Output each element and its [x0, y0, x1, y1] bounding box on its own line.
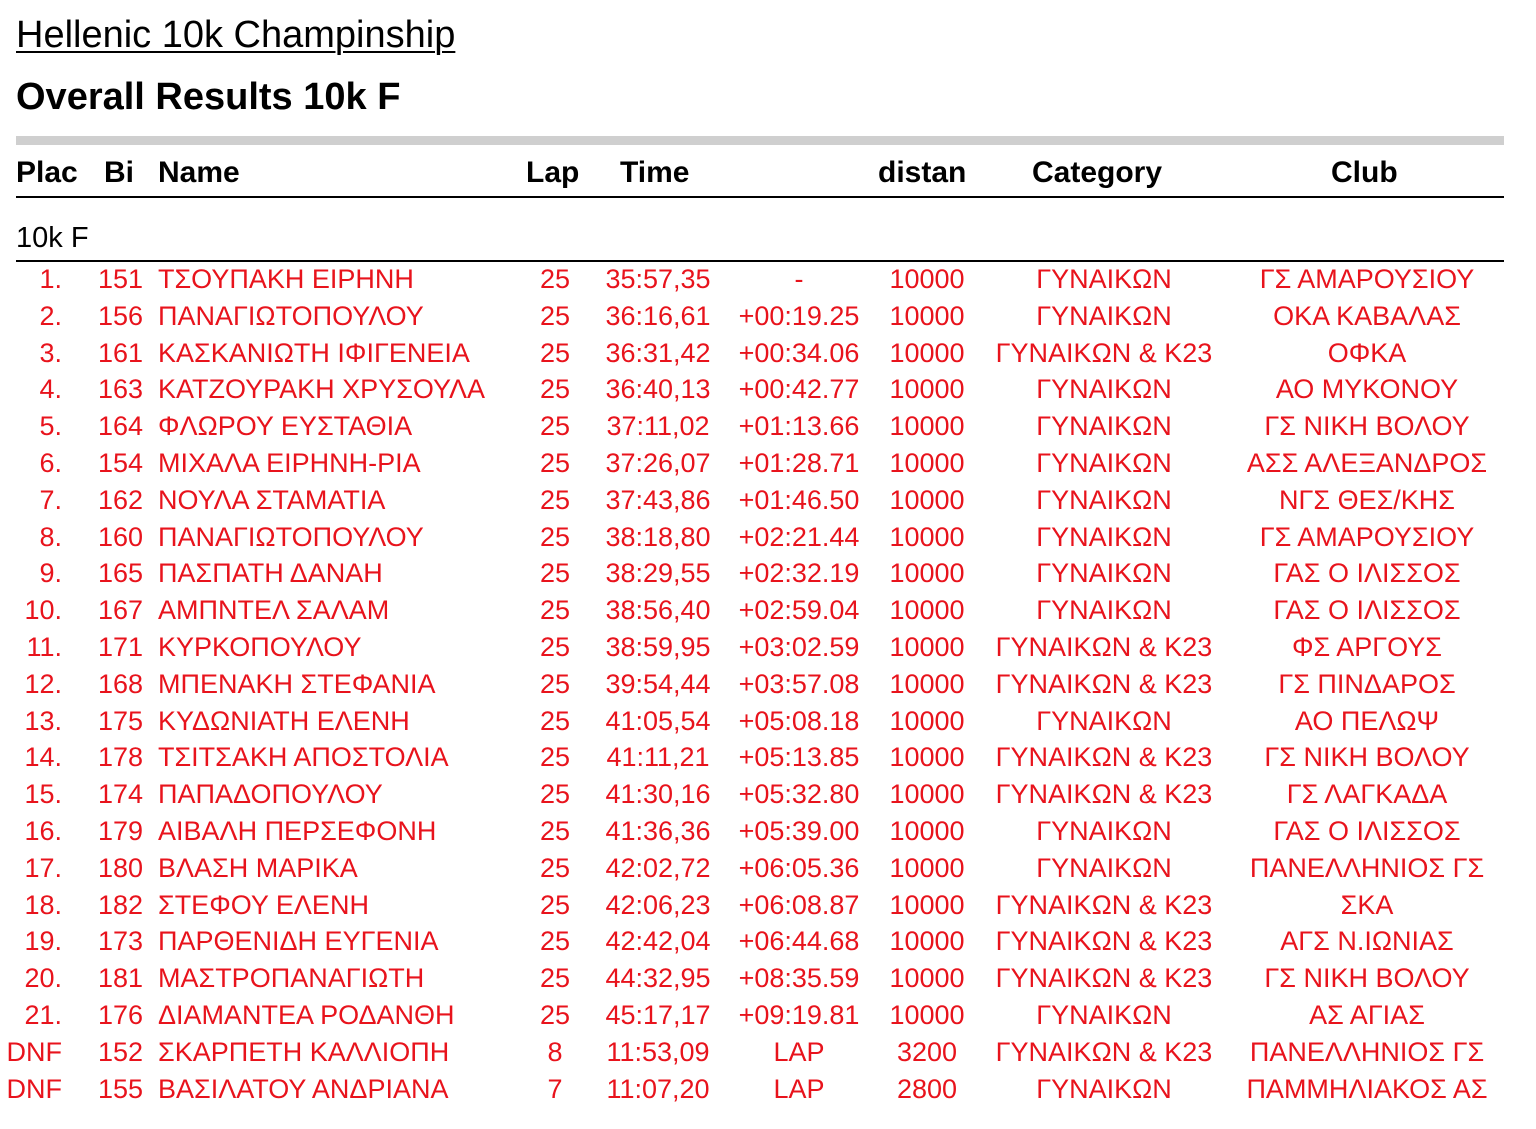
- result-bib: 160: [97, 521, 143, 552]
- table-row: [0, 336, 1536, 373]
- result-name: ΠΑΣΠΑΤΗ ΔΑΝΑΗ: [158, 558, 383, 589]
- result-bib: 167: [97, 595, 143, 626]
- result-laps: 25: [539, 999, 571, 1030]
- result-time: 38:29,55: [605, 558, 711, 589]
- result-club: ΓΣ ΑΜΑΡΟΥΣΙΟΥ: [1259, 264, 1475, 294]
- result-laps: 25: [539, 374, 571, 405]
- result-distance: 10000: [889, 264, 965, 294]
- result-category: ΓΥΝΑΙΚΩΝ & Κ23: [995, 1036, 1213, 1067]
- result-club: ΟΚΑ ΚΑΒΑΛΑΣ: [1273, 300, 1461, 331]
- result-time: 41:36,36: [605, 815, 711, 846]
- result-distance: 10000: [889, 631, 965, 662]
- result-gap: +01:46.50: [738, 484, 860, 515]
- result-distance: 10000: [889, 521, 965, 552]
- result-category: ΓΥΝΑΙΚΩΝ: [1036, 447, 1172, 478]
- result-time: 36:31,42: [605, 337, 711, 368]
- result-gap: +06:05.36: [738, 852, 860, 883]
- result-laps: 25: [539, 411, 571, 442]
- result-laps: 25: [539, 815, 571, 846]
- result-place: 7.: [39, 484, 62, 515]
- result-category: ΓΥΝΑΙΚΩΝ: [1036, 1073, 1172, 1104]
- result-gap: +01:13.66: [738, 411, 860, 442]
- result-club: ΑΟ ΜΥΚΟΝΟΥ: [1275, 374, 1459, 405]
- result-gap: +03:57.08: [738, 668, 860, 699]
- result-bib: 151: [97, 264, 143, 294]
- result-category: ΓΥΝΑΙΚΩΝ: [1036, 558, 1172, 589]
- result-laps: 25: [539, 705, 571, 736]
- result-place: 12.: [24, 668, 62, 699]
- column-header-name: Name: [158, 156, 240, 189]
- result-club: ΣΚΑ: [1340, 889, 1394, 920]
- result-distance: 10000: [889, 926, 965, 957]
- table-row: [0, 777, 1536, 814]
- table-row: [0, 888, 1536, 925]
- result-club: ΑΟ ΠΕΛΩΨ: [1294, 705, 1440, 736]
- table-row: [0, 704, 1536, 741]
- result-name: ΣΚΑΡΠΕΤΗ ΚΑΛΛΙΟΠΗ: [158, 1036, 450, 1067]
- header-divider-bar: [16, 136, 1504, 145]
- result-place: 15.: [24, 779, 62, 810]
- result-name: ΜΙΧΑΛΑ ΕΙΡΗΝΗ-ΡΙΑ: [158, 447, 421, 478]
- result-gap: +08:35.59: [738, 963, 860, 994]
- result-distance: 10000: [889, 668, 965, 699]
- result-gap: LAP: [773, 1073, 825, 1104]
- result-time: 39:54,44: [605, 668, 711, 699]
- result-place: DNF: [6, 1073, 62, 1104]
- result-bib: 181: [97, 963, 143, 994]
- table-row: [0, 262, 1536, 299]
- group-label: 10k F: [16, 222, 89, 254]
- result-distance: 10000: [889, 595, 965, 626]
- result-place: 6.: [39, 447, 62, 478]
- result-time: 36:40,13: [605, 374, 711, 405]
- result-gap: -: [794, 264, 804, 294]
- result-place: 10.: [24, 595, 62, 626]
- result-laps: 8: [547, 1036, 563, 1067]
- result-name: ΜΑΣΤΡΟΠΑΝΑΓΙΩΤΗ: [158, 963, 425, 994]
- results-table: [0, 262, 1536, 1108]
- column-header-lap: Lap: [526, 156, 580, 189]
- result-category: ΓΥΝΑΙΚΩΝ: [1036, 815, 1172, 846]
- column-header-club: Club: [1331, 156, 1398, 189]
- table-row: [0, 556, 1536, 593]
- result-name: ΚΑΤΖΟΥΡΑΚΗ ΧΡΥΣΟΥΛΑ: [158, 374, 486, 405]
- result-place: 1.: [39, 264, 62, 294]
- result-time: 38:59,95: [605, 631, 711, 662]
- result-name: ΚΥΔΩΝΙΑΤΗ ΕΛΕΝΗ: [158, 705, 410, 736]
- result-bib: 175: [97, 705, 143, 736]
- result-place: DNF: [6, 1036, 62, 1067]
- result-club: ΓΑΣ Ο ΙΛΙΣΣΟΣ: [1273, 815, 1461, 846]
- result-distance: 10000: [889, 484, 965, 515]
- result-name: ΝΟΥΛΑ ΣΤΑΜΑΤΙΑ: [158, 484, 386, 515]
- result-time: 42:42,04: [605, 926, 711, 957]
- result-time: 41:05,54: [605, 705, 711, 736]
- result-club: ΑΓΣ Ν.ΙΩΝΙΑΣ: [1280, 926, 1454, 957]
- result-place: 21.: [24, 999, 62, 1030]
- result-place: 20.: [24, 963, 62, 994]
- result-place: 3.: [39, 337, 62, 368]
- result-club: ΠΑΜΜΗΛΙΑΚΟΣ ΑΣ: [1246, 1073, 1488, 1104]
- result-gap: +05:13.85: [738, 742, 860, 773]
- result-distance: 10000: [889, 337, 965, 368]
- result-category: ΓΥΝΑΙΚΩΝ & Κ23: [995, 742, 1213, 773]
- result-laps: 25: [539, 337, 571, 368]
- result-bib: 168: [97, 668, 143, 699]
- result-place: 18.: [24, 889, 62, 920]
- table-row: [0, 409, 1536, 446]
- result-bib: 165: [97, 558, 143, 589]
- table-row: [0, 593, 1536, 630]
- result-distance: 10000: [889, 411, 965, 442]
- result-category: ΓΥΝΑΙΚΩΝ & Κ23: [995, 631, 1213, 662]
- result-bib: 162: [97, 484, 143, 515]
- result-name: ΚΥΡΚΟΠΟΥΛΟΥ: [158, 631, 362, 662]
- result-gap: +05:08.18: [738, 705, 860, 736]
- result-category: ΓΥΝΑΙΚΩΝ: [1036, 374, 1172, 405]
- result-gap: +05:32.80: [738, 779, 860, 810]
- result-gap: +06:08.87: [738, 889, 860, 920]
- result-club: ΟΦΚΑ: [1327, 337, 1407, 368]
- result-place: 2.: [39, 300, 62, 331]
- result-distance: 10000: [889, 889, 965, 920]
- result-name: ΒΑΣΙΛΑΤΟΥ ΑΝΔΡΙΑΝΑ: [158, 1073, 449, 1104]
- result-gap: +02:32.19: [738, 558, 860, 589]
- result-laps: 25: [539, 963, 571, 994]
- result-laps: 25: [539, 521, 571, 552]
- result-time: 41:30,16: [605, 779, 711, 810]
- result-laps: 25: [539, 264, 571, 294]
- result-bib: 156: [97, 300, 143, 331]
- column-header-distance: distan: [878, 156, 967, 189]
- result-distance: 10000: [889, 852, 965, 883]
- column-header-time: Time: [620, 156, 690, 189]
- column-header-bib: Bi: [104, 156, 134, 189]
- table-row: [0, 667, 1536, 704]
- result-distance: 10000: [889, 300, 965, 331]
- column-header-category: Category: [1032, 156, 1163, 189]
- result-time: 36:16,61: [605, 300, 711, 331]
- result-bib: 152: [97, 1036, 143, 1067]
- result-distance: 10000: [889, 705, 965, 736]
- result-laps: 25: [539, 300, 571, 331]
- result-category: ΓΥΝΑΙΚΩΝ: [1036, 705, 1172, 736]
- result-club: ΓΣ ΠΙΝΔΑΡΟΣ: [1278, 668, 1456, 699]
- result-bib: 179: [97, 815, 143, 846]
- result-time: 37:11,02: [606, 411, 710, 442]
- result-laps: 25: [539, 595, 571, 626]
- result-club: ΑΣΣ ΑΛΕΞΑΝΔΡΟΣ: [1246, 447, 1488, 478]
- table-row: [0, 299, 1536, 336]
- column-header-place: Plac: [16, 156, 78, 189]
- table-row: [0, 483, 1536, 520]
- result-gap: +05:39.00: [738, 815, 860, 846]
- result-category: ΓΥΝΑΙΚΩΝ & Κ23: [995, 889, 1213, 920]
- column-header-row: [16, 152, 1504, 198]
- results-subtitle: Overall Results 10k F: [16, 76, 401, 118]
- document-title: Hellenic 10k Champinship: [16, 14, 456, 56]
- table-row: [0, 1072, 1536, 1109]
- table-row: [0, 630, 1536, 667]
- table-row: [0, 924, 1536, 961]
- result-distance: 10000: [889, 815, 965, 846]
- result-bib: 174: [97, 779, 143, 810]
- result-category: ΓΥΝΑΙΚΩΝ: [1036, 300, 1172, 331]
- result-club: ΓΑΣ Ο ΙΛΙΣΣΟΣ: [1273, 558, 1461, 589]
- result-name: ΣΤΕΦΟΥ ΕΛΕΝΗ: [158, 889, 369, 920]
- table-row: [0, 1035, 1536, 1072]
- result-name: ΠΑΡΘΕΝΙΔΗ ΕΥΓΕΝΙΑ: [158, 926, 439, 957]
- table-row: [0, 520, 1536, 557]
- result-distance: 10000: [889, 374, 965, 405]
- result-laps: 25: [539, 447, 571, 478]
- result-distance: 10000: [889, 779, 965, 810]
- table-row: [0, 372, 1536, 409]
- result-name: ΤΣΙΤΣΑΚΗ ΑΠΟΣΤΟΛΙΑ: [158, 742, 449, 773]
- result-name: ΔΙΑΜΑΝΤΕΑ ΡΟΔΑΝΘΗ: [158, 999, 455, 1030]
- result-club: ΓΑΣ Ο ΙΛΙΣΣΟΣ: [1273, 595, 1461, 626]
- result-distance: 10000: [889, 558, 965, 589]
- result-laps: 25: [539, 631, 571, 662]
- result-category: ΓΥΝΑΙΚΩΝ: [1036, 521, 1172, 552]
- result-time: 44:32,95: [605, 963, 711, 994]
- result-distance: 3200: [896, 1036, 958, 1067]
- result-category: ΓΥΝΑΙΚΩΝ & Κ23: [995, 926, 1213, 957]
- result-laps: 7: [547, 1073, 563, 1104]
- result-time: 42:06,23: [605, 889, 711, 920]
- result-laps: 25: [539, 742, 571, 773]
- result-club: ΓΣ ΝΙΚΗ ΒΟΛΟΥ: [1264, 742, 1470, 773]
- result-bib: 164: [97, 411, 143, 442]
- result-club: ΑΣ ΑΓΙΑΣ: [1309, 999, 1425, 1030]
- result-gap: +00:42.77: [738, 374, 860, 405]
- result-club: ΓΣ ΝΙΚΗ ΒΟΛΟΥ: [1264, 963, 1470, 994]
- result-time: 42:02,72: [605, 852, 711, 883]
- result-distance: 10000: [889, 447, 965, 478]
- result-category: ΓΥΝΑΙΚΩΝ & Κ23: [995, 337, 1213, 368]
- result-name: ΚΑΣΚΑΝΙΩΤΗ ΙΦΙΓΕΝΕΙΑ: [158, 337, 470, 368]
- result-gap: +03:02.59: [738, 631, 860, 662]
- result-category: ΓΥΝΑΙΚΩΝ & Κ23: [995, 779, 1213, 810]
- result-bib: 176: [97, 999, 143, 1030]
- result-time: 45:17,17: [605, 999, 711, 1030]
- table-row: [0, 814, 1536, 851]
- result-name: ΑΙΒΑΛΗ ΠΕΡΣΕΦΟΝΗ: [158, 815, 437, 846]
- result-time: 41:11,21: [606, 742, 710, 773]
- result-category: ΓΥΝΑΙΚΩΝ: [1036, 411, 1172, 442]
- result-bib: 163: [97, 374, 143, 405]
- result-distance: 10000: [889, 742, 965, 773]
- result-laps: 25: [539, 926, 571, 957]
- result-category: ΓΥΝΑΙΚΩΝ: [1036, 595, 1172, 626]
- result-place: 8.: [39, 521, 62, 552]
- result-laps: 25: [539, 484, 571, 515]
- result-place: 13.: [24, 705, 62, 736]
- result-gap: LAP: [773, 1036, 825, 1067]
- result-club: ΦΣ ΑΡΓΟΥΣ: [1292, 631, 1442, 662]
- result-bib: 154: [97, 447, 143, 478]
- result-distance: 10000: [889, 963, 965, 994]
- table-row: [0, 998, 1536, 1035]
- result-place: 4.: [39, 374, 62, 405]
- result-name: ΠΑΝΑΓΙΩΤΟΠΟΥΛΟΥ: [158, 521, 424, 552]
- result-gap: +01:28.71: [738, 447, 860, 478]
- result-name: ΠΑΠΑΔΟΠΟΥΛΟΥ: [158, 779, 383, 810]
- result-category: ΓΥΝΑΙΚΩΝ: [1036, 264, 1172, 294]
- table-row: [0, 851, 1536, 888]
- table-row: [0, 740, 1536, 777]
- result-gap: +09:19.81: [738, 999, 860, 1030]
- result-place: 9.: [39, 558, 62, 589]
- result-laps: 25: [539, 779, 571, 810]
- result-club: ΓΣ ΛΑΓΚΑΔΑ: [1286, 779, 1448, 810]
- result-time: 38:18,80: [605, 521, 711, 552]
- result-laps: 25: [539, 558, 571, 589]
- result-bib: 161: [97, 337, 143, 368]
- result-time: 37:43,86: [605, 484, 711, 515]
- result-category: ΓΥΝΑΙΚΩΝ: [1036, 852, 1172, 883]
- result-gap: +02:21.44: [738, 521, 860, 552]
- result-name: ΤΣΟΥΠΑΚΗ ΕΙΡΗΝΗ: [158, 264, 414, 294]
- result-bib: 173: [97, 926, 143, 957]
- result-place: 5.: [39, 411, 62, 442]
- result-name: ΠΑΝΑΓΙΩΤΟΠΟΥΛΟΥ: [158, 300, 424, 331]
- result-time: 37:26,07: [605, 447, 711, 478]
- result-club: ΓΣ ΝΙΚΗ ΒΟΛΟΥ: [1264, 411, 1470, 442]
- result-name: ΒΛΑΣΗ ΜΑΡΙΚΑ: [158, 852, 358, 883]
- result-category: ΓΥΝΑΙΚΩΝ: [1036, 999, 1172, 1030]
- result-club: ΓΣ ΑΜΑΡΟΥΣΙΟΥ: [1259, 521, 1475, 552]
- result-bib: 180: [97, 852, 143, 883]
- result-bib: 178: [97, 742, 143, 773]
- result-bib: 171: [97, 631, 143, 662]
- result-time: 11:53,09: [606, 1036, 710, 1067]
- result-gap: +00:19.25: [738, 300, 860, 331]
- result-place: 16.: [24, 815, 62, 846]
- result-club: ΠΑΝΕΛΛΗΝΙΟΣ ΓΣ: [1249, 1036, 1485, 1067]
- result-bib: 182: [97, 889, 143, 920]
- result-category: ΓΥΝΑΙΚΩΝ & Κ23: [995, 668, 1213, 699]
- result-name: ΦΛΩΡΟΥ ΕΥΣΤΑΘΙΑ: [158, 411, 413, 442]
- result-name: ΜΠΕΝΑΚΗ ΣΤΕΦΑΝΙΑ: [158, 668, 436, 699]
- result-gap: +00:34.06: [738, 337, 860, 368]
- result-name: ΑΜΠΝΤΕΛ ΣΑΛΑΜ: [158, 595, 390, 626]
- result-bib: 155: [97, 1073, 143, 1104]
- result-club: ΠΑΝΕΛΛΗΝΙΟΣ ΓΣ: [1249, 852, 1485, 883]
- result-distance: 10000: [889, 999, 965, 1030]
- result-time: 38:56,40: [605, 595, 711, 626]
- result-gap: +02:59.04: [738, 595, 860, 626]
- table-row: [0, 961, 1536, 998]
- result-place: 17.: [24, 852, 62, 883]
- result-time: 35:57,35: [605, 264, 711, 294]
- table-row: [0, 446, 1536, 483]
- result-place: 19.: [24, 926, 62, 957]
- result-category: ΓΥΝΑΙΚΩΝ & Κ23: [995, 963, 1213, 994]
- result-place: 11.: [26, 631, 62, 662]
- result-category: ΓΥΝΑΙΚΩΝ: [1036, 484, 1172, 515]
- result-time: 11:07,20: [606, 1073, 710, 1104]
- result-gap: +06:44.68: [738, 926, 860, 957]
- result-distance: 2800: [896, 1073, 958, 1104]
- result-laps: 25: [539, 889, 571, 920]
- result-laps: 25: [539, 852, 571, 883]
- result-club: ΝΓΣ ΘΕΣ/ΚΗΣ: [1279, 484, 1455, 515]
- result-laps: 25: [539, 668, 571, 699]
- result-place: 14.: [24, 742, 62, 773]
